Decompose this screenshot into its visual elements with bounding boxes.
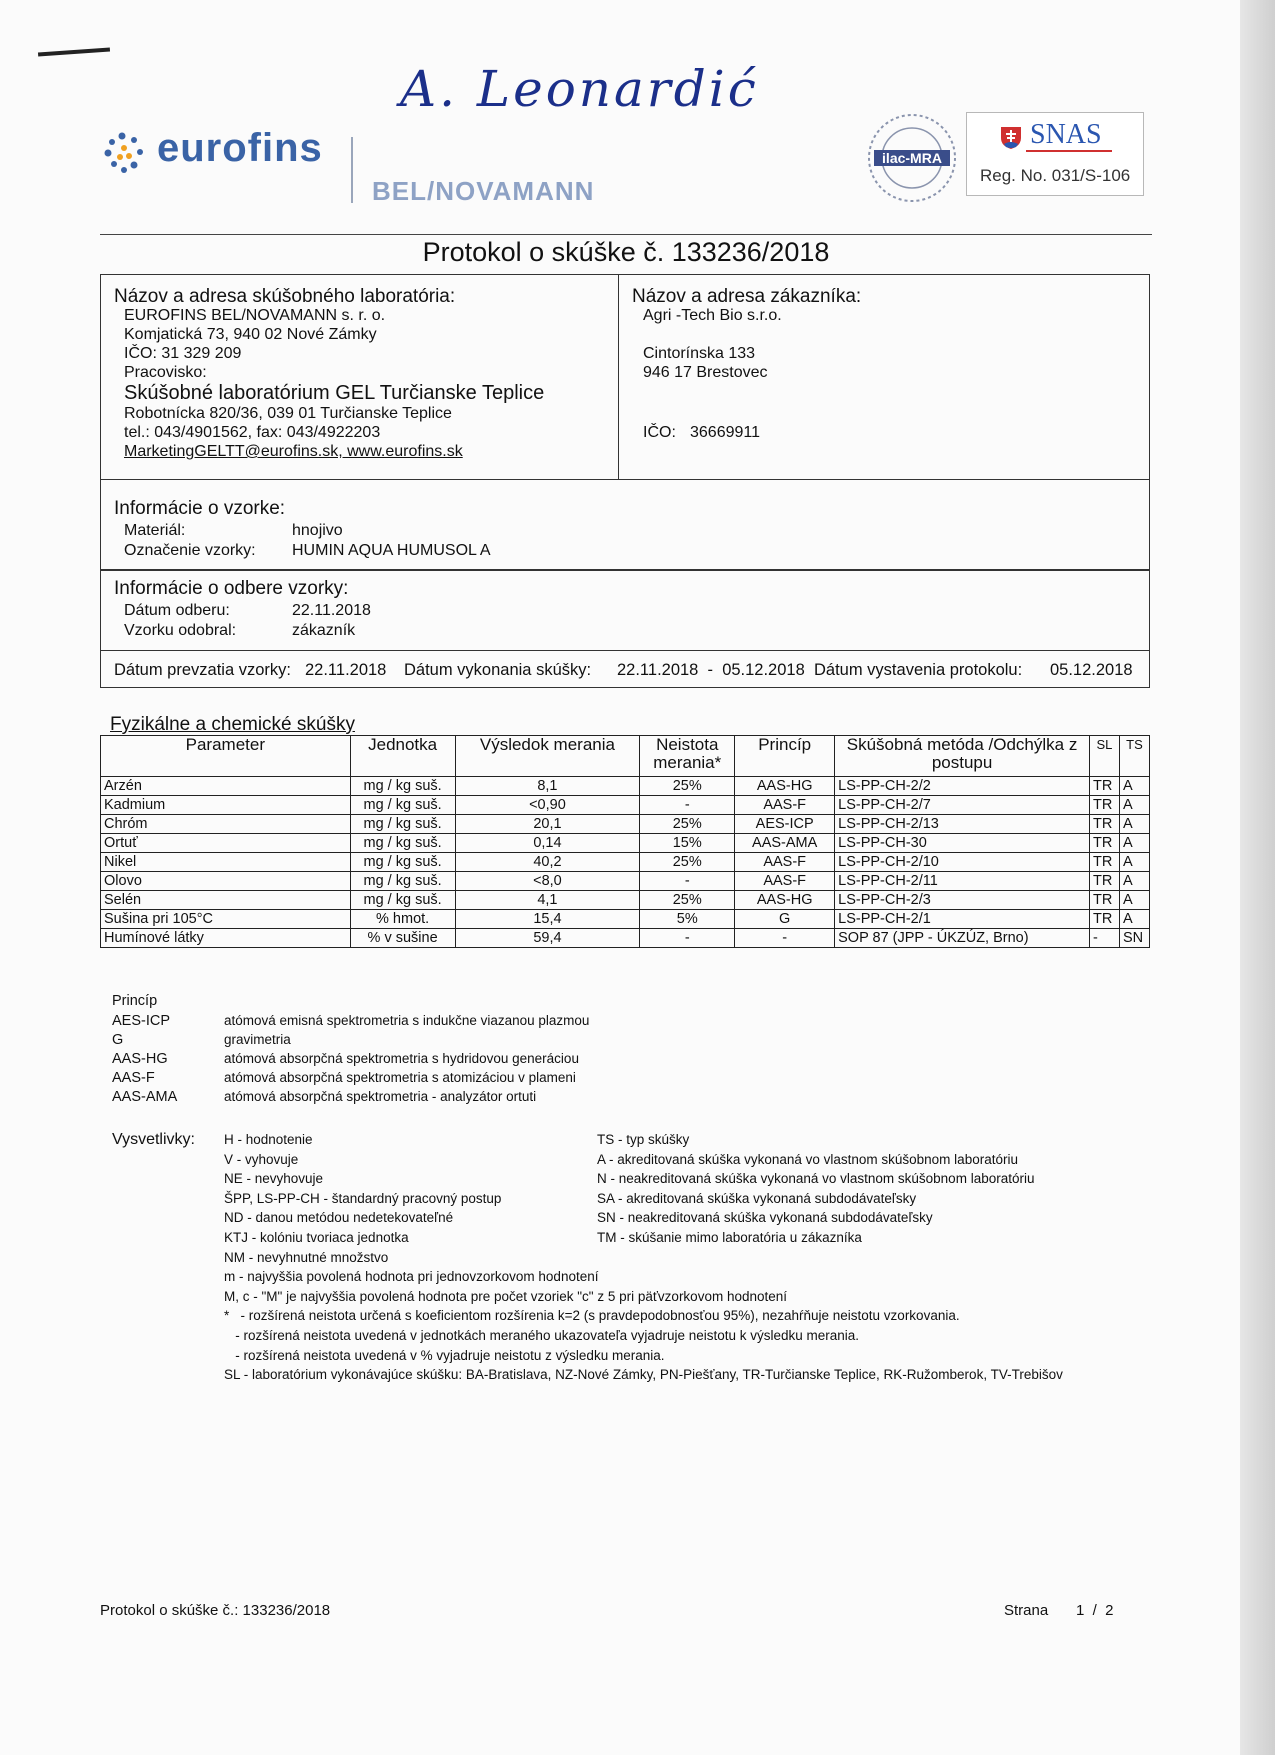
ilac-mra-seal-icon (866, 112, 958, 204)
lab-address: Komjatická 73, 940 02 Nové Zámky (124, 326, 377, 343)
received-date: 22.11.2018 (305, 661, 387, 679)
table-cell: 25% (640, 853, 735, 872)
table-cell: 59,4 (455, 929, 640, 948)
customer-ico-label: IČO: (643, 424, 676, 441)
snas-logo-text: SNAS (1030, 119, 1102, 150)
table-cell: AAS-AMA (735, 834, 835, 853)
col-result: Výsledok merania (455, 736, 640, 777)
table-cell: LS-PP-CH-2/3 (835, 891, 1090, 910)
sampling-heading: Informácie o odbere vzorky: (114, 578, 349, 599)
footer-page-label: Strana (1004, 1602, 1049, 1619)
table-cell: mg / kg suš. (350, 796, 455, 815)
col-parameter: Parameter (101, 736, 351, 777)
table-cell: Nikel (101, 853, 351, 872)
issued-label: Dátum vystavenia protokolu: (814, 661, 1023, 679)
sample-box (100, 480, 1150, 570)
table-cell: SOP 87 (JPP - ÚKZÚZ, Brno) (835, 929, 1090, 948)
legend-item: - rozšírená neistota uvedená v jednotkách meraného ukazovateľa vyjadruje neistotu k výsledku merania. (224, 1328, 860, 1343)
received-label: Dátum prevzatia vzorky: (114, 661, 291, 679)
logo-subtitle: BEL/NOVAMANN (372, 176, 595, 206)
customer-ico: 36669911 (690, 424, 760, 441)
legend-item: NM - nevyhnutné množstvo (224, 1249, 389, 1265)
table-cell: - (1089, 929, 1119, 948)
address-divider (618, 274, 619, 480)
table-cell: mg / kg suš. (350, 853, 455, 872)
table-row (101, 891, 1150, 910)
customer-name: Agri -Tech Bio s.r.o. (643, 307, 782, 324)
table-cell: G (735, 910, 835, 929)
legend-item: * - rozšírená neistota určená s koeficientom rozšírenia k=2 (s pravdepodobnosťou 95%), nezahŕňuje neistotu vzorkovania. (224, 1308, 960, 1324)
sampling-date-label: Dátum odberu: (124, 602, 230, 619)
eurofins-logo-icon (100, 128, 150, 178)
issued-date: 05.12.2018 (1050, 661, 1133, 679)
snas-underline (1026, 150, 1112, 152)
table-cell: 20,1 (455, 815, 640, 834)
table-cell: mg / kg suš. (350, 872, 455, 891)
table-cell: TR (1089, 834, 1119, 853)
table-cell: 15,4 (455, 910, 640, 929)
table-cell: mg / kg suš. (350, 815, 455, 834)
table-row (101, 929, 1150, 948)
table-cell: AAS-HG (735, 891, 835, 910)
legend-item: TM - skúšanie mimo laboratória u zákazníka (597, 1230, 862, 1245)
table-cell: AAS-F (735, 872, 835, 891)
table-cell: - (640, 929, 735, 948)
table-row (101, 815, 1150, 834)
table-cell: % v sušine (350, 929, 455, 948)
legend-item: A - akreditovaná skúška vykonaná vo vlastnom skúšobnom laboratóriu (597, 1151, 1018, 1167)
table-row (101, 910, 1150, 929)
sample-heading: Informácie o vzorke: (114, 498, 286, 519)
material-value: hnojivo (292, 522, 343, 539)
legend-item: V - vyhovuje (224, 1151, 299, 1167)
legend-item: NE - nevyhovuje (224, 1171, 324, 1187)
table-cell: Ortuť (101, 834, 351, 853)
legend-item: SN - neakreditovaná skúška vykonaná subdodávateľsky (597, 1210, 933, 1226)
principle-heading: Princíp (112, 993, 158, 1009)
legend-heading: Vysvetlivky: (112, 1131, 195, 1148)
header-rule (100, 234, 1152, 235)
lab-contact-link[interactable]: MarketingGELTT@eurofins.sk, www.eurofins.sk (124, 443, 463, 460)
table-cell: A (1119, 815, 1149, 834)
col-method: Skúšobná metóda /Odchýlka z postupu (835, 736, 1090, 777)
table-cell: 0,14 (455, 834, 640, 853)
principle-description: atómová absorpčná spektrometria s hydridovou generáciou (224, 1051, 579, 1066)
logo-divider (351, 137, 353, 203)
lab-workplace-label: Pracovisko: (124, 364, 207, 381)
report-title: Protokol o skúške č. 133236/2018 (422, 237, 830, 267)
table-cell: TR (1089, 891, 1119, 910)
table-row (101, 872, 1150, 891)
handwritten-name: A. Leonardić (400, 60, 759, 118)
principle-description: atómová absorpčná spektrometria - analyzátor ortuti (224, 1089, 537, 1104)
table-row (101, 777, 1150, 796)
table-cell: LS-PP-CH-2/7 (835, 796, 1090, 815)
svg-text:ilac-MRA: ilac-MRA (882, 150, 942, 166)
legend-item: M, c - "M" je najvyššia povolená hodnota pre počet vzoriek "c" z 5 pri päťvzorkovom hodnotení (224, 1288, 788, 1304)
sampling-date: 22.11.2018 (292, 602, 371, 619)
table-row (101, 834, 1150, 853)
table-cell: LS-PP-CH-30 (835, 834, 1090, 853)
lab-heading: Názov a adresa skúšobného laboratória: (114, 286, 456, 307)
table-cell: - (640, 796, 735, 815)
table-cell: Arzén (101, 777, 351, 796)
table-cell: 15% (640, 834, 735, 853)
table-cell: SN (1119, 929, 1149, 948)
table-cell: LS-PP-CH-2/11 (835, 872, 1090, 891)
lab-ico: IČO: 31 329 209 (124, 345, 242, 362)
principle-code: G (112, 1032, 124, 1048)
table-cell: TR (1089, 777, 1119, 796)
table-cell: A (1119, 910, 1149, 929)
table-cell: Olovo (101, 872, 351, 891)
table-cell: LS-PP-CH-2/13 (835, 815, 1090, 834)
lab-workplace: Skúšobné laboratórium GEL Turčianske Teplice (124, 382, 545, 404)
table-cell: A (1119, 777, 1149, 796)
col-unit: Jednotka (350, 736, 455, 777)
legend-item: ŠPP, LS-PP-CH - štandardný pracovný postup (224, 1190, 502, 1206)
section-title: Fyzikálne a chemické skúšky (110, 714, 355, 735)
legend-item: N - neakreditovaná skúška vykonaná vo vlastnom skúšobnom laboratóriu (597, 1171, 1035, 1187)
legend-item: m - najvyššia povolená hodnota pri jednovzorkovom hodnotení (224, 1269, 599, 1285)
table-cell: Humínové látky (101, 929, 351, 948)
legend-item: - rozšírená neistota uvedená v % vyjadruje neistotu z výsledku merania. (224, 1347, 665, 1363)
legend-item: KTJ - kolóniu tvoriaca jednotka (224, 1230, 409, 1245)
table-cell: 40,2 (455, 853, 640, 872)
table-cell: - (640, 872, 735, 891)
sample-id-value: HUMIN AQUA HUMUSOL A (292, 542, 491, 559)
principle-description: atómová emisná spektrometria s indukčne viazanou plazmou (224, 1013, 590, 1028)
col-sl: SL (1089, 736, 1119, 777)
principle-code: AES-ICP (112, 1013, 171, 1029)
table-cell: mg / kg suš. (350, 891, 455, 910)
table-cell: mg / kg suš. (350, 834, 455, 853)
principle-code: AAS-F (112, 1070, 155, 1086)
principle-code: AAS-HG (112, 1051, 168, 1067)
table-cell: TR (1089, 853, 1119, 872)
results-table (100, 735, 1150, 948)
col-ts: TS (1119, 736, 1149, 777)
table-cell: 25% (640, 815, 735, 834)
scan-edge (1240, 0, 1275, 1755)
table-cell: AAS-HG (735, 777, 835, 796)
table-cell: LS-PP-CH-2/10 (835, 853, 1090, 872)
sampled-by: zákazník (292, 622, 356, 639)
material-label: Materiál: (124, 522, 186, 539)
table-cell: TR (1089, 796, 1119, 815)
logo-wordmark: eurofins (157, 126, 323, 170)
legend-item: H - hodnotenie (224, 1132, 313, 1147)
footer-protocol: Protokol o skúške č.: 133236/2018 (100, 1602, 331, 1619)
table-cell: A (1119, 796, 1149, 815)
table-cell: 25% (640, 777, 735, 796)
customer-heading: Názov a adresa zákazníka: (632, 286, 862, 307)
table-cell: mg / kg suš. (350, 777, 455, 796)
table-row (101, 796, 1150, 815)
footer-page-number: 1 / 2 (1076, 1602, 1114, 1619)
table-cell: Selén (101, 891, 351, 910)
lab-phone: tel.: 043/4901562, fax: 043/4922203 (124, 424, 381, 441)
registration-number: Reg. No. 031/S-106 (980, 166, 1131, 185)
table-cell: Sušina pri 105°C (101, 910, 351, 929)
legend-item: SL - laboratórium vykonávajúce skúšku: BA-Bratislava, NZ-Nové Zámky, PN-Piešťany, TR-Turčianske Teplice, RK-Ružomberok, TV-Trebišov (224, 1367, 1063, 1383)
table-cell: - (735, 929, 835, 948)
lab-company: EUROFINS BEL/NOVAMANN s. r. o. (124, 307, 386, 324)
table-cell: A (1119, 834, 1149, 853)
table-cell: <0,90 (455, 796, 640, 815)
table-cell: A (1119, 853, 1149, 872)
tested-label: Dátum vykonania skúšky: (404, 661, 592, 679)
table-cell: Kadmium (101, 796, 351, 815)
sampled-by-label: Vzorku odobral: (124, 622, 237, 639)
sample-id-label: Označenie vzorky: (124, 542, 256, 559)
table-cell: % hmot. (350, 910, 455, 929)
lab-workplace-address: Robotnícka 820/36, 039 01 Turčianske Teplice (124, 405, 452, 422)
principle-description: gravimetria (224, 1032, 291, 1047)
table-cell: <8,0 (455, 872, 640, 891)
table-cell: AAS-F (735, 853, 835, 872)
table-cell: 25% (640, 891, 735, 910)
table-cell: 8,1 (455, 777, 640, 796)
legend-item: ND - danou metódou nedetekovateľné (224, 1210, 454, 1226)
table-cell: AES-ICP (735, 815, 835, 834)
table-cell: LS-PP-CH-2/1 (835, 910, 1090, 929)
table-cell: A (1119, 872, 1149, 891)
table-header-row (101, 736, 1150, 777)
customer-city: 946 17 Brestovec (643, 364, 768, 381)
legend-item: TS - typ skúšky (597, 1132, 690, 1147)
table-cell: TR (1089, 910, 1119, 929)
table-cell: Chróm (101, 815, 351, 834)
principle-description: atómová absorpčná spektrometria s atomizáciou v plameni (224, 1070, 576, 1085)
col-principle: Princíp (735, 736, 835, 777)
table-row (101, 853, 1150, 872)
table-cell: 5% (640, 910, 735, 929)
table-cell: TR (1089, 872, 1119, 891)
principle-code: AAS-AMA (112, 1089, 178, 1105)
tested-dates: 22.11.2018 - 05.12.2018 (617, 661, 805, 679)
slovak-shield-icon (1000, 126, 1022, 150)
table-cell: A (1119, 891, 1149, 910)
table-cell: 4,1 (455, 891, 640, 910)
customer-street: Cintorínska 133 (643, 345, 756, 362)
table-cell: AAS-F (735, 796, 835, 815)
table-cell: TR (1089, 815, 1119, 834)
col-uncertainty: Neistota merania* (640, 736, 735, 777)
table-cell: LS-PP-CH-2/2 (835, 777, 1090, 796)
legend-item: SA - akreditovaná skúška vykonaná subdodávateľsky (597, 1190, 917, 1206)
